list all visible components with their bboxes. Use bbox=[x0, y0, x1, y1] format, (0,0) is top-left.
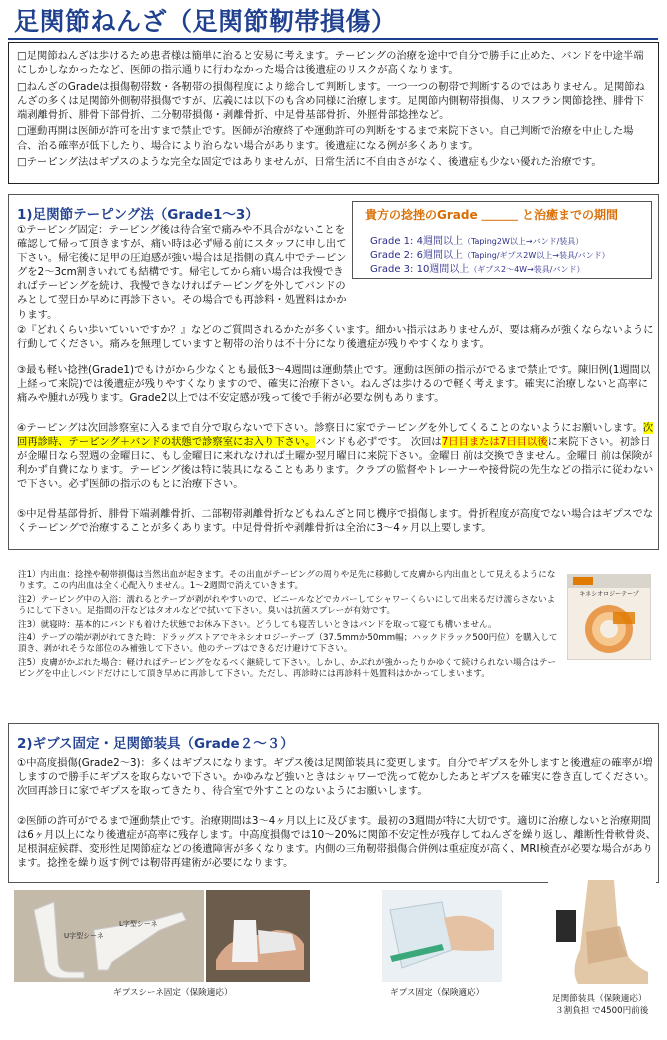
intro-box bbox=[8, 42, 659, 184]
cast-caption: ギプス固定（保険適応） bbox=[390, 988, 485, 998]
taping-section bbox=[8, 194, 659, 550]
intro-paragraph-1: □足関節ねんざは歩けるため患者様は簡単に治ると安易に考えます。テーピングの治療を途中で自分で勝手に止めた、バンドを中途半端にしかしなかったなど、医師の指示通りに行わなかった場合は後遺症のリスクが高くなります。 bbox=[17, 50, 644, 77]
taping-p4-text-c: に来院下さい。初診日が金曜日なら翌週の金曜日に、もし金曜日に来れなければ土曜か翌月曜日に来院下さい。金曜日 前は交換できません。金曜日 前は保険が利かず自費になります。テーピング後は特に装具になることもあります。クラブの監督やトレーナーや接骨院の先生などの指示に従わないで下さい。必ず医師の指示のもとに治療下さい。 bbox=[17, 436, 654, 491]
cast-paragraph-1: ①中高度損傷(Grade2～3)：多くはギプスになります。ギプス後は足関節装具に変更します。自分でギプスを外しますと後遺症の確率が増しますので勝手にギプスを取らないで下さい。かゆみなど強いときはシャワーで洗って乾かしたあとギプスを確実に巻き直してください。次回再診日に家でギプスを取ってきたり、待合室で外すことのないようにお願いします。 bbox=[17, 757, 655, 798]
intro-paragraph-3: □運動再開は医師が許可を出すまで禁止です。医師が治療終了や運動許可の判断をするまで来院下さい。自己判断で治療を中止した場合、治る確率が低下したり、場合により治らない場合があります。後遺症になる例が多くあります。 bbox=[17, 125, 634, 152]
l-splint-label: L字型シーネ bbox=[119, 920, 158, 928]
intro-paragraph-2: □ねんざのGradeは損傷靭帯数・各靭帯の損傷程度により総合して判断します。一つ一つの靭帯で判断するのではありません。足関節ねんざの多くは足関節外側靭帯損傷ですが、広義には以下のも含め同様に治療します。足関節内側靭帯損傷、リスフラン関節捻挫、腓骨下端剥離骨折、腓骨下部骨折、二分靭帯損傷・剥離骨折、中足骨基部骨折、外脛骨部捻挫など。 bbox=[17, 80, 645, 122]
grade-1-line bbox=[370, 232, 650, 247]
grade-3-line bbox=[370, 260, 650, 275]
grade-2-note: （Taping/ギプス2W以上→装具/バンド） bbox=[462, 251, 610, 260]
splinted-foot-photo bbox=[206, 890, 310, 982]
taping-paragraph-3: ③最も軽い捻挫(Grade1)でもけがから少なくとも最低3～4週間は運動禁止です。運動は医師の指示がでるまで禁止です。陳旧例(1週間以上経って来院)では後遺症が残りやすくなりますので、確実に治療下さい。ねんざは歩けるので軽く考えます。確実に治療しないと高率に痛みや腫れが残ります。Grade2以上では不安定感が残って後で手術が必要な例もあります。 bbox=[17, 364, 651, 405]
grade-1-note: （Taping2W以上→バンド/装具） bbox=[462, 237, 584, 246]
grade-2-label: Grade 2: 6週間以上 bbox=[370, 250, 463, 261]
grade-2-line bbox=[370, 246, 650, 261]
cast-photo bbox=[382, 890, 502, 982]
grade-1-label: Grade 1: 4週間以上 bbox=[370, 236, 463, 247]
brace-caption: 足関節装具（保険適応） bbox=[552, 994, 647, 1004]
note-1: 注1）内出血：捻挫や靭帯損傷は当然出血が起きます。その出血がテーピングの周りや足先に移動して皮膚から内出血として見えるようになります。この内出血は全く心配入りません。1～2週間で消えていきます。 bbox=[18, 570, 556, 592]
cast-section bbox=[8, 723, 659, 883]
splint-caption: ギプスシーネ固定（保険適応） bbox=[113, 988, 233, 998]
note-2: 注2）テーピング中の入浴：濡れるとテープが剥がれやすいので、ビニールなどでカバーしてシャワーくらいにして出来るだけ濡らさないようにして下さい。足指間の汗などはタオルなどで拭いて下さい。臭いは抗菌スプレーが有効です。 bbox=[18, 594, 556, 617]
ankle-brace-photo bbox=[548, 880, 656, 990]
grade-3-note: （ギプス2～4W→装具/バンド） bbox=[469, 265, 585, 274]
intro-paragraph-4: □テーピング法はギプスのような完全な固定ではありませんが、日常生活に不自由さがなく、後遺症も少ない優れた治療です。 bbox=[17, 156, 602, 169]
taping-section-heading: 1)足関節テーピング法（Grade1～3） bbox=[17, 207, 259, 223]
cast-paragraph-2: ②医師の許可がでるまで運動禁止です。治療期間は3～4ヶ月以上に及びます。最初の3週間が特に大切です。適切に治療しないと治療期間は6ヶ月以上になり後遺症が高率に残存します。中高度損傷では10～20%に関節不安定性が残存してねんざを繰り返し、離断性骨軟骨炎、足根洞症候群、変形性足関節症などの後遺障害が多くなります。内側の三角靭帯損傷合併例は重症度が高く、MRI検査が必要な場合があります。捻挫を繰り返す例では靭帯再建術が必要になります。 bbox=[17, 815, 656, 870]
taping-paragraph-5: ⑤中足骨基部骨折、腓骨下端剥離骨折、二部靭帯剥離骨折などもねんざと同じ機序で損傷します。骨折程度が高度でない場合はギプスでなくテーピングで治療することが多くあります。中足骨骨折や剥離骨折は全治に3～4ヶ月以上要します。 bbox=[17, 508, 654, 535]
page-title: 足関節ねんざ（足関節靭帯損傷） bbox=[14, 7, 397, 36]
kinesiology-tape-image bbox=[567, 574, 651, 660]
note-5: 注5）皮膚がかぶれた場合：軽ければテーピングをなるべく継続して下さい。しかし、かぶれが強かったりかゆくて続けられない場合はテーピングを中止しバンドだけにして頂き早めに再診して下さい。ただし、再診時には再診料＋処置料はかかってしまいます。 bbox=[18, 657, 557, 680]
splint-photo bbox=[14, 890, 204, 982]
taping-p4-text-b: バンドも必ずです。 次回は bbox=[315, 436, 442, 449]
note-3: 注3）就寝時：基本的にバンドも着けた状態でお休み下さい。どうしても寝苦しいときはバンドを取って寝ても構いません。 bbox=[18, 619, 497, 630]
note-4: 注4）テープの端が剥がれてきた時：ドラッグストアでキネシオロジーテープ（37.5mmか50mm幅；ハックドラック500円位）を購入して頂き、剥がれそうな部位のみ補強して下さい。他のテープはできるだけ避けて下さい。 bbox=[18, 633, 558, 655]
brace-price-caption: ３割負担 で4500円前後 bbox=[555, 1006, 649, 1016]
grade-3-label: Grade 3: 10週間以上 bbox=[370, 264, 470, 275]
tape-package-label: キネシオロジーテープ bbox=[579, 591, 639, 598]
taping-paragraph-4 bbox=[17, 421, 657, 491]
taping-p4-highlight: 次回再診時、テーピング＋バンドの状態で診察室にお入り下さい。 bbox=[17, 422, 654, 449]
u-splint-label: U字型シーネ bbox=[64, 932, 104, 940]
notes-list bbox=[18, 570, 558, 683]
title-underline bbox=[8, 38, 658, 40]
grade-box-title: 貴方の捻挫のGrade ＿＿＿ と治癒までの期間 bbox=[365, 208, 618, 222]
taping-p4-red-highlight: 7日目または7日目以後 bbox=[441, 436, 548, 449]
grade-duration-box bbox=[352, 201, 652, 279]
taping-paragraph-2: ②『どれくらい歩いていいですか？』などのご質問されるかたが多くいます。細かい指示はありませんが、要は痛みが強くならないように行動してください。痛みを無理していますと靭帯の治りは不十分になり後遺症が残りやすくなります。 bbox=[17, 324, 654, 351]
taping-paragraph-1: ①テーピング固定：テーピング後は待合室で痛みや不具合がないことを確認して帰って頂きますが、痛い時は必ず帰る前にスタッフに申し出て下さい。帰宅後に足甲の圧迫感が強い場合は足指側の真ん中でテーピングを2～3cm割きいれても結構です。帰宅してから痛い場合は我慢できればテーピングを続け、我慢できなければテーピングを外してバンドのみとして翌日か早めに再診下さい。その場合でも再診料・処置料はかかります。 bbox=[17, 224, 347, 321]
taping-p4-text-a: ④テーピングは次回診察室に入るまで自分で取らないで下さい。診察日に家でテーピングを外してくることのないようにお願いします。 bbox=[17, 422, 643, 434]
cast-section-heading: 2)ギブス固定・足関節装具（Grade２～３） bbox=[17, 736, 294, 752]
